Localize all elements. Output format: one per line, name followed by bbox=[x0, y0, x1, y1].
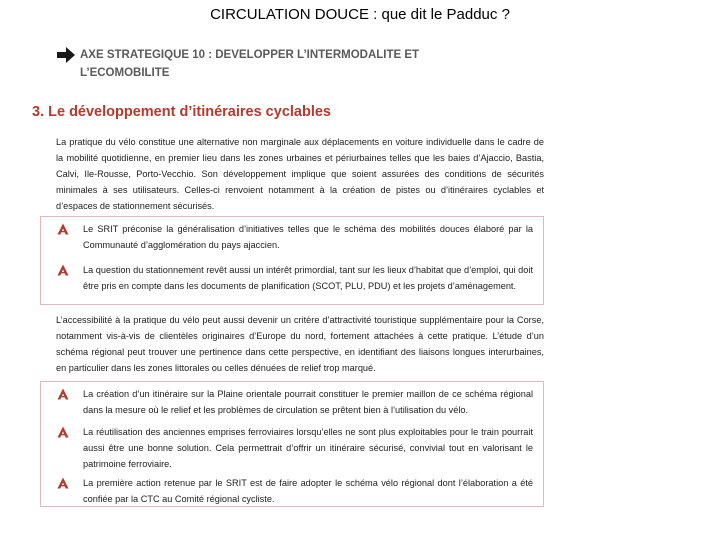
slide-title: CIRCULATION DOUCE : que dit le Padduc ? bbox=[210, 6, 510, 23]
list-item bbox=[57, 386, 533, 418]
triangle-a-bullet-icon bbox=[57, 426, 69, 438]
recommendation-box-2 bbox=[40, 381, 544, 507]
list-item-text: La réutilisation des anciennes emprises ferroviaires lorsqu’elles ne sont plus exploitables pour le train pourrait aussi être une bonne solution. Cela permettrait d’offrir un itinéraire sécurisé, convivial tout en valorisant le patrimoine ferroviaire. bbox=[83, 427, 533, 469]
triangle-a-bullet-icon bbox=[57, 388, 69, 400]
list-item-text: La création d’un itinéraire sur la Plaine orientale pourrait constituer le premier maillon de ce schéma régional dans la mesure où le relief et les problèmes de circulation se prêtent bien à l’utilisation du vélo. bbox=[83, 389, 533, 415]
strategic-axis-line2: L’ECOMOBILITE bbox=[80, 67, 170, 79]
list-item-text: La première action retenue par le SRIT est de faire adopter le schéma vélo régional dont l’élaboration a été confiée par la CTC au Comité régional cycliste. bbox=[83, 478, 533, 504]
strategic-axis-line1: AXE STRATEGIQUE 10 : DEVELOPPER L’INTERMODALITE ET bbox=[80, 49, 420, 61]
list-item bbox=[57, 221, 533, 253]
list-item bbox=[57, 262, 533, 294]
arrow-right-icon bbox=[56, 46, 76, 64]
list-item bbox=[57, 424, 533, 472]
list-item-text: Le SRIT préconise la généralisation d’initiatives telles que le schéma des mobilités douces élaboré par la Communauté d’agglomération du pays ajaccien. bbox=[83, 224, 533, 250]
tourism-paragraph: L’accessibilité à la pratique du vélo peut aussi devenir un critère d’attractivité touristique supplémentaire pour la Corse, notamment vis-à-vis de clientèles originaires d’Europe du nord, fortement attachées à cette pratique. L’étude d’un schéma régional peut trouver une pertinence dans cette perspective, en identifiant des liaisons longues interurbaines, en particulier dans les zones littorales ou celles dénuées de relief trop marqué. bbox=[56, 315, 544, 373]
triangle-a-bullet-icon bbox=[57, 477, 69, 489]
triangle-a-bullet-icon bbox=[57, 223, 69, 235]
list-item-text: La question du stationnement revêt aussi un intérêt primordial, tant sur les lieux d’habitat que d’emploi, qui doit être pris en compte dans les documents de planification (SCOT, PLU, PDU) et les projets d’aménagement. bbox=[83, 265, 533, 291]
intro-paragraph: La pratique du vélo constitue une alternative non marginale aux déplacements en voiture individuelle dans le cadre de la mobilité quotidienne, en premier lieu dans les zones urbaines et périurbaines telles que les baies d’Ajaccio, Bastia, Calvi, Ile-Rousse, Porto-Vecchio. Son développement implique que soient assurées des conditions de sécurités minimales à ses utilisateurs. Celles-ci renvoient notamment à la création de pistes ou d’itinéraires cyclables et d’espaces de stationnement sécurisés. bbox=[56, 137, 544, 211]
section-heading: 3. Le développement d’itinéraires cyclables bbox=[32, 104, 331, 120]
recommendation-box-1 bbox=[40, 216, 544, 305]
list-item bbox=[57, 475, 533, 507]
triangle-a-bullet-icon bbox=[57, 264, 69, 276]
